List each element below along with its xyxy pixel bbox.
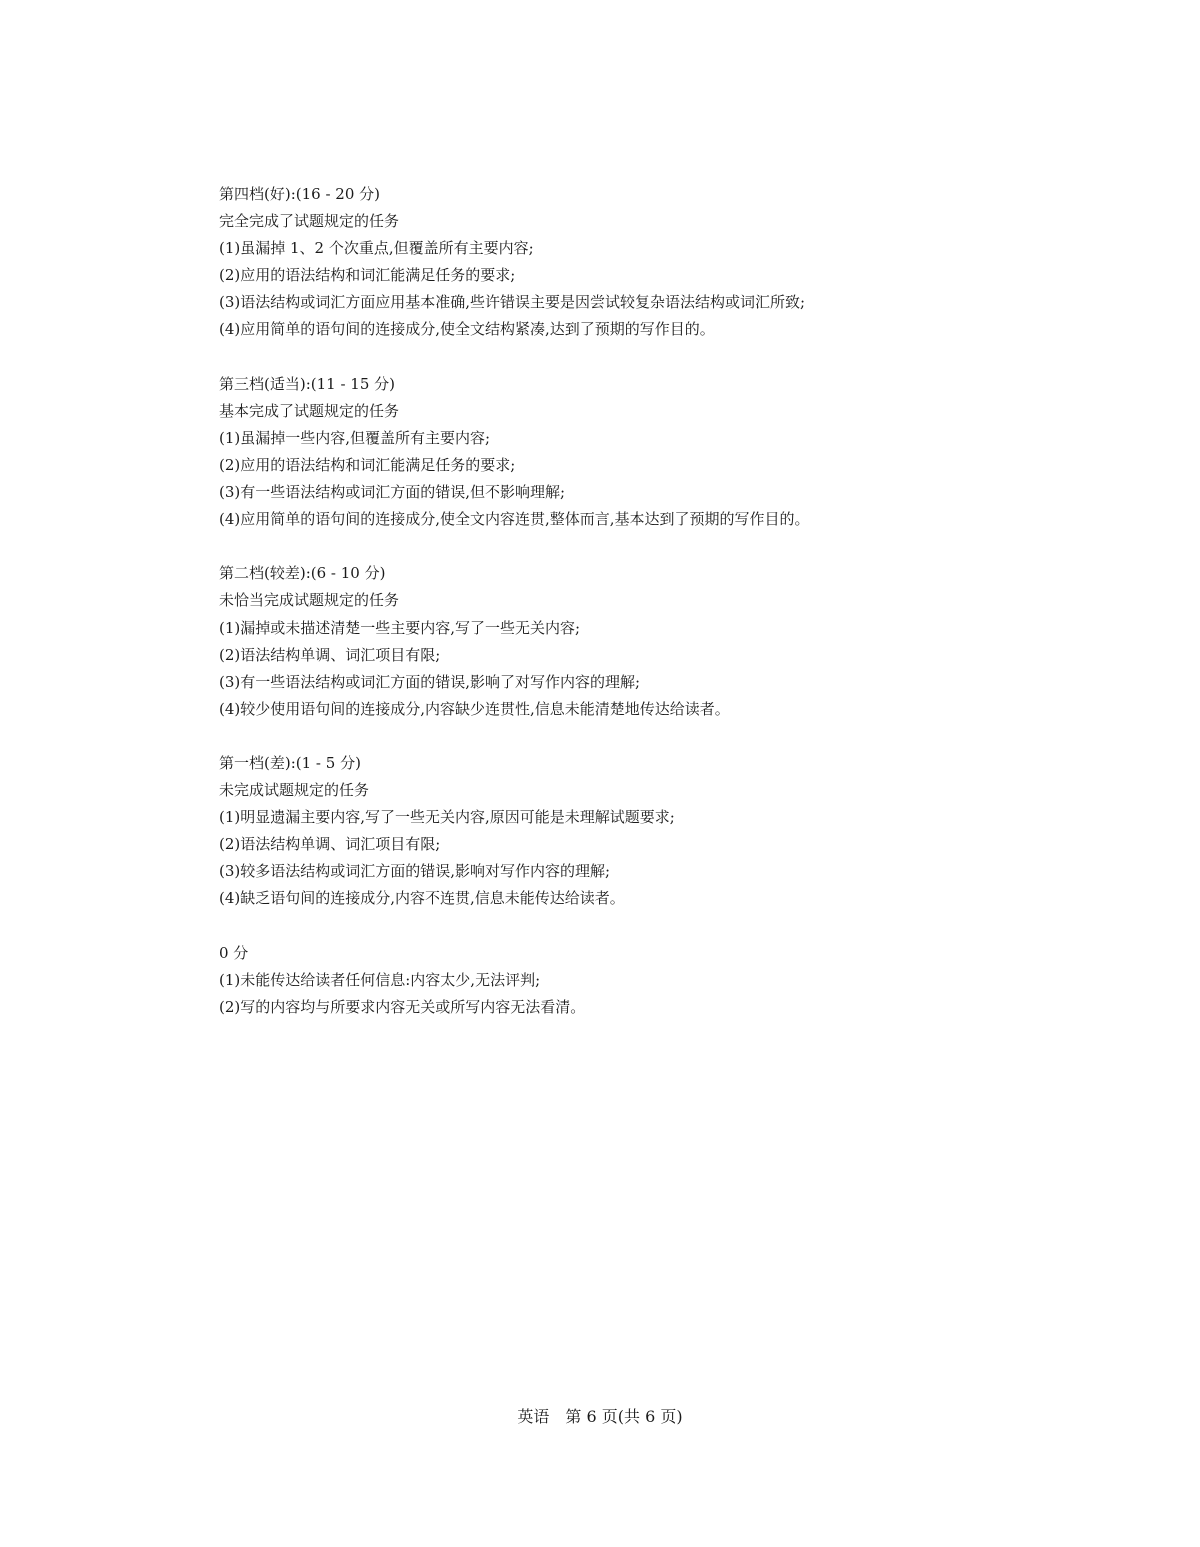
grade-level-2 (219, 560, 979, 723)
grade-summary: 基本完成了试题规定的任务 (219, 401, 400, 420)
criterion-item: (1)漏掉或未描述清楚一些主要内容,写了一些无关内容; (219, 618, 581, 637)
section-spacer (219, 723, 979, 750)
grade-level-0 (219, 940, 979, 1021)
criterion-item: (2)语法结构单调、词汇项目有限; (219, 835, 441, 854)
criterion-item: (1)虽漏掉一些内容,但覆盖所有主要内容; (219, 428, 491, 447)
criterion-item: (4)缺乏语句间的连接成分,内容不连贯,信息未能传达给读者。 (219, 889, 625, 908)
criterion-item: (3)语法结构或词汇方面应用基本准确,些许错误主要是因尝试较复杂语法结构或词汇所致; (219, 293, 806, 312)
criterion-item: (4)较少使用语句间的连接成分,内容缺少连贯性,信息未能清楚地传达给读者。 (219, 699, 730, 718)
grade-summary: 未完成试题规定的任务 (219, 781, 370, 800)
grade-level-1 (219, 750, 979, 913)
criterion-item: (2)写的内容均与所要求内容无关或所写内容无法看清。 (219, 997, 586, 1016)
criterion-item: (1)未能传达给读者任何信息:内容太少,无法评判; (219, 970, 541, 989)
criterion-item: (2)语法结构单调、词汇项目有限; (219, 645, 441, 664)
grade-summary: 未恰当完成试题规定的任务 (219, 591, 400, 610)
scoring-criteria (219, 181, 979, 1021)
criterion-item: (1)明显遗漏主要内容,写了一些无关内容,原因可能是未理解试题要求; (219, 808, 675, 827)
criterion-item: (2)应用的语法结构和词汇能满足任务的要求; (219, 266, 516, 285)
criterion-item: (3)有一些语法结构或词汇方面的错误,但不影响理解; (219, 483, 566, 502)
criterion-item: (3)有一些语法结构或词汇方面的错误,影响了对写作内容的理解; (219, 672, 641, 691)
grade-heading: 第二档(较差):(6 - 10 分) (219, 564, 386, 583)
criterion-item: (2)应用的语法结构和词汇能满足任务的要求; (219, 455, 516, 474)
section-spacer (219, 533, 979, 560)
grade-summary: 完全完成了试题规定的任务 (219, 212, 400, 231)
grade-heading: 第四档(好):(16 - 20 分) (219, 185, 381, 203)
section-spacer (219, 344, 979, 371)
grade-level-4 (219, 181, 979, 344)
grade-level-3 (219, 371, 979, 534)
criterion-item: (4)应用简单的语句间的连接成分,使全文结构紧凑,达到了预期的写作目的。 (219, 320, 715, 339)
criterion-item: (3)较多语法结构或词汇方面的错误,影响对写作内容的理解; (219, 862, 611, 881)
page-footer: 英语 第 6 页(共 6 页) (517, 1407, 683, 1426)
criterion-item: (1)虽漏掉 1、2 个次重点,但覆盖所有主要内容; (219, 239, 534, 258)
section-spacer (219, 913, 979, 940)
grade-heading: 第三档(适当):(11 - 15 分) (219, 374, 396, 393)
grade-heading: 第一档(差):(1 - 5 分) (219, 753, 361, 772)
criterion-item: (4)应用简单的语句间的连接成分,使全文内容连贯,整体而言,基本达到了预期的写作目的。 (219, 510, 810, 529)
grade-heading: 0 分 (219, 943, 249, 962)
